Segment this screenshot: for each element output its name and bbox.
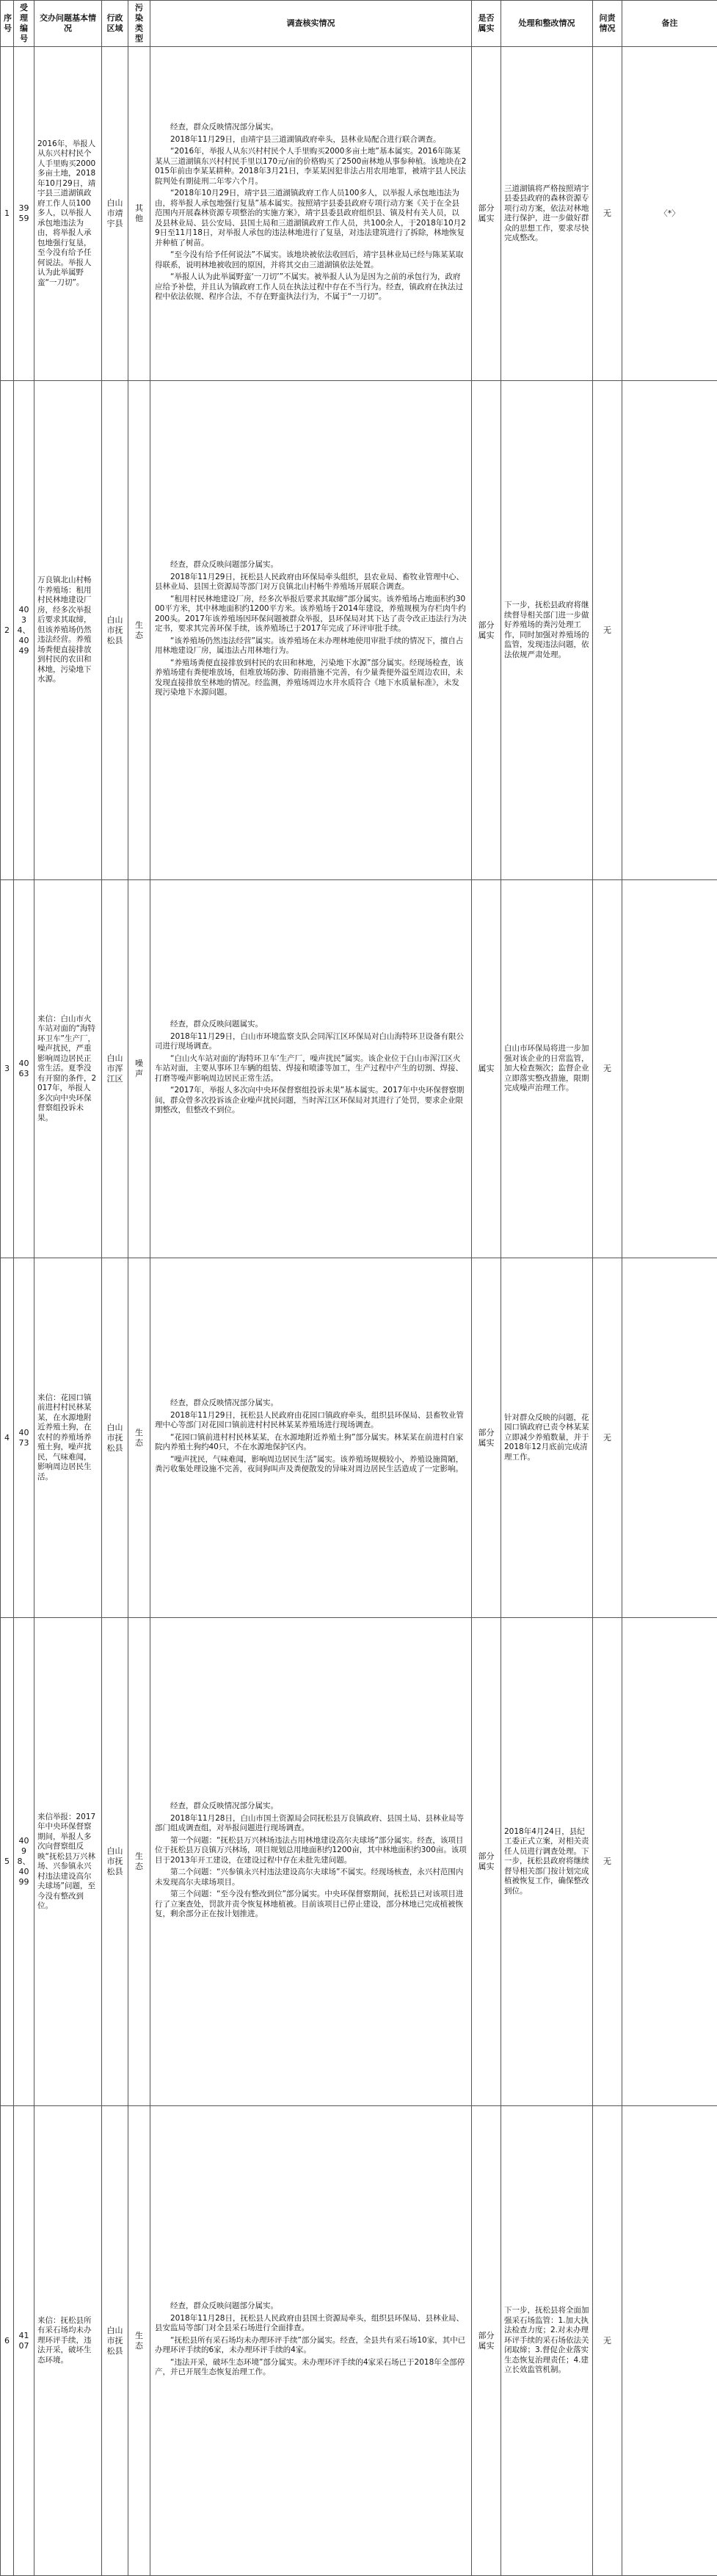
- row-survey: [150, 381, 472, 880]
- header-id: 受理编号: [14, 1, 34, 47]
- row-accountability: 无: [593, 880, 622, 1258]
- row-handling: 下一步，抚松县将全面加强采石场监管：1.加大执法检查力度；2.对未办理环评手续的采石场依法关闭取缔；3.督促企业落实生态恢复治理责任；4.建立长效监管机制。: [501, 2106, 593, 2576]
- row-issue: 来信举报：2017年中央环保督察期间，举报人多次向督察组反映“抚松县万兴林场、兴参镇永兴村违法建设高尔夫球场”问题，至今没有整改到位。: [34, 1618, 102, 2106]
- survey-paragraph: 第二个问题：“兴参镇永兴村违法建设高尔夫球场”不属实。经现场核查，永兴村范围内未发现高尔夫球场项目。: [155, 1868, 467, 1887]
- row-survey: [150, 2106, 472, 2576]
- survey-paragraph: “2018年10月29日，靖宇县三道湖镇政府工作人员100多人，以举报人承包地违法为由，将举报人承包地强行复垦”基本属实。按照靖宇县委县政府专项行动方案《关于在全县范围内开展森林资源专项整治的实施方案》，靖宇县委县政府组织县、镇及村有关人员，以及县林业局、县公安局、县国土局和三道湖镇政府工作人员，共100余人，于2018年10月29日至11月18日，对举报人承包的违法林地进行了复垦，对违法建筑进行了拆除，林地恢复并种植了树苗。: [155, 189, 467, 248]
- row-no: 6: [1, 2106, 14, 2576]
- row-issue: 来信：抚松县所有采石场均未办理环评手续，违法开采，破坏生态环境。: [34, 2106, 102, 2576]
- table-row: [1, 880, 717, 1258]
- header-region: 行政区域: [102, 1, 128, 47]
- row-verified: 部分属实: [472, 1258, 501, 1618]
- row-type: 生态: [128, 2106, 150, 2576]
- row-region: 白山市抚松县: [102, 381, 128, 880]
- row-handling: 三道湖镇将严格按照靖宇县委县政府的森林资源专项行动方案，依法对林地进行保护，进一步做好群众的思想工作，要求尽快完成整改。: [501, 47, 593, 381]
- row-issue: 来信：白山市火车站对面的“海特环卫车”生产厂，噪声扰民，严重影响周边居民正常生活。夏季没有开窗的条件，2017年，举报人多次向中央环保督察组投诉未果。: [34, 880, 102, 1258]
- survey-paragraph: 经查，群众反映问题属实。: [155, 1020, 467, 1030]
- row-region: 白山市抚松县: [102, 1258, 128, 1618]
- row-no: 3: [1, 880, 14, 1258]
- header-no: 序号: [1, 1, 14, 47]
- row-id: 4073: [14, 1258, 34, 1618]
- survey-paragraph: 经查，群众反映问题部分属实。: [155, 560, 467, 570]
- survey-paragraph: 经查，群众反映情况部分属实。: [155, 1802, 467, 1812]
- row-verified: 属实: [472, 880, 501, 1258]
- header-handling: 处理和整改情况: [501, 1, 593, 47]
- row-survey: [150, 1618, 472, 2106]
- survey-paragraph: “该养殖场仍然违法经营”属实。该养殖场在未办理林地使用审批手续的情况下，擅自占用林地建设厂房，属违法占用林地行为。: [155, 636, 467, 656]
- survey-paragraph: “噪声扰民，气味难闻，影响周边居民生活”属实。该养殖场规模较小，养殖设施简陋，粪污收集处理设施不完善，夜间狗叫声及粪便散发的异味对周边居民生活造成了一定影响。: [155, 1455, 467, 1475]
- row-accountability: 无: [593, 381, 622, 880]
- survey-paragraph: 2018年11月28日，白山市国土资源局会同抚松县万良镇政府、县国土局、县林业局等部门组成调查组，对举报问题进行现场调查。: [155, 1814, 467, 1834]
- row-region: 白山市抚松县: [102, 1618, 128, 2106]
- table-row: [1, 47, 717, 381]
- survey-paragraph: “违法开采，破坏生态环境”部分属实。未办理环评手续的4家采石场已于2018年全部停产，并已开展生态恢复治理工作。: [155, 2358, 467, 2378]
- row-no: 4: [1, 1258, 14, 1618]
- row-survey: [150, 1258, 472, 1618]
- row-region: 白山市靖宇县: [102, 47, 128, 381]
- row-survey: [150, 47, 472, 381]
- row-accountability: 无: [593, 1258, 622, 1618]
- row-handling: 2018年4月24日，县纪工委正式立案，对相关责任人员进行调查处理。下一步，抚松县政府将继续督导相关部门按计划完成植被恢复工作，确保整改到位。: [501, 1618, 593, 2106]
- survey-paragraph: 经查，群众反映情况部分属实。: [155, 123, 467, 133]
- table-row: [1, 1618, 717, 2106]
- row-verified: 部分属实: [472, 47, 501, 381]
- row-verified: 部分属实: [472, 2106, 501, 2576]
- row-type: 生态: [128, 1258, 150, 1618]
- row-remark: 〈*〉: [622, 47, 717, 381]
- row-id: 3959: [14, 47, 34, 381]
- header-row: [1, 1, 717, 47]
- survey-paragraph: “白山火车站对面的‘海特环卫车’生产厂，噪声扰民”属实。该企业位于白山市浑江区火车站对面，主要从事环卫车辆的组装、焊接和喷漆等加工，生产过程中产生的切割、焊接、打磨等噪声影响周边居民正常生活。: [155, 1054, 467, 1084]
- survey-paragraph: 经查，群众反映问题部分属实。: [155, 2301, 467, 2312]
- row-accountability: 无: [593, 2106, 622, 2576]
- survey-paragraph: 2018年11月29日，抚松县人民政府由环保局牵头组织，县农业局、畜牧业管理中心、县林业局、县国土资源局等部门对万良镇北山村畅牛养殖场开展联合调查。: [155, 573, 467, 592]
- header-accountability: 问责情况: [593, 1, 622, 47]
- row-region: 白山市浑江区: [102, 880, 128, 1258]
- row-issue: 来信：花园口镇前进村村民林某某，在水源地附近养殖土狗，在农村的养殖场养殖土狗，噪声扰民，气味难闻，影响周边居民生活。: [34, 1258, 102, 1618]
- table-row: [1, 1258, 717, 1618]
- row-issue: 万良镇北山村畅牛养殖场：租用村民林地建设厂房，经多次举报后要求其取缔，但该养殖场仍然违法经营。养殖场粪便直接排放到村民的农田和林地，污染地下水源。: [34, 381, 102, 880]
- row-remark: [622, 381, 717, 880]
- row-accountability: 无: [593, 1618, 622, 2106]
- row-remark: [622, 1258, 717, 1618]
- row-handling: 下一步，抚松县政府将继续督导相关部门进一步做好养殖场的粪污处理工作，同时加强对养殖场的监管，发现违法问题，依法依规严肃处理。: [501, 381, 593, 880]
- row-accountability: 无: [593, 47, 622, 381]
- survey-paragraph: 经查，群众反映情况部分属实。: [155, 1398, 467, 1409]
- row-no: 2: [1, 381, 14, 880]
- header-survey: 调查核实情况: [150, 1, 472, 47]
- survey-paragraph: 2018年11月29日，抚松县人民政府由花园口镇政府牵头，组织县环保局、县畜牧业管理中心等部门对花园口镇前进村村民林某某养殖场进行现场调查。: [155, 1411, 467, 1431]
- survey-paragraph: “举报人认为此举属野蛮‘一刀切’”不属实。被举报人认为是因为之前的承包行为，政府应给予补偿，并且认为镇政府工作人员在执法过程中存在不当行为。经查，镇政府在执法过程中依法依规、程序合法，不存在野蛮执法行为，不属于“一刀切”。: [155, 272, 467, 302]
- survey-paragraph: 2018年11月29日，由靖宇县三道湖镇政府牵头，县林业局配合进行联合调查。: [155, 135, 467, 145]
- survey-paragraph: 第三个问题：“至今没有整改到位”部分属实。中央环保督察期间，抚松县已对该项目进行了立案查处，罚款并责令恢复林地植被。目前该项目已停止建设，部分林地已完成植被恢复，剩余部分正在按计划推进。: [155, 1890, 467, 1920]
- row-remark: [622, 880, 717, 1258]
- survey-paragraph: “至今没有给予任何说法”不属实。该地块被依法收回后，靖宇县林业局已经与陈某某取得联系，说明林地被收回的原因，并将其交由三道湖镇依法处置。: [155, 250, 467, 270]
- row-no: 1: [1, 47, 14, 381]
- row-handling: 针对群众反映的问题，花园口镇政府已责令林某某立即减少养殖数量，并于2018年12月底前完成清理工作。: [501, 1258, 593, 1618]
- survey-paragraph: “2017年，举报人多次向中央环保督察组投诉未果”基本属实。2017年中央环保督察期间，群众曾多次投诉该企业噪声扰民问题，当时浑江区环保局对其进行了处罚，要求企业限期整改，但整改不到位。: [155, 1086, 467, 1116]
- survey-paragraph: “花园口镇前进村村民林某某，在水源地附近养殖土狗”部分属实。林某某在前进村自家院内养殖土狗约40只，不在水源地保护区内。: [155, 1433, 467, 1453]
- header-verified: 是否属实: [472, 1, 501, 47]
- survey-paragraph: 2018年11月29日，白山市环境监察支队会同浑江区环保局对白山海特环卫设备有限公司进行现场调查。: [155, 1032, 467, 1052]
- header-type: 污染类型: [128, 1, 150, 47]
- row-id: 4034、4049: [14, 381, 34, 880]
- header-remark: 备注: [622, 1, 717, 47]
- row-type: 生态: [128, 381, 150, 880]
- survey-paragraph: “养殖场粪便直接排放到村民的农田和林地，污染地下水源”部分属实。经现场检查，该养殖场建有粪便堆放场，但堆放场防渗、防雨措施不完善，有少量粪便外溢至周边农田，未发现直接排放至林地的情况。经监测，养殖场周边水井水质符合《地下水质量标准》，未发现污染地下水源问题。: [155, 658, 467, 698]
- table-row: [1, 381, 717, 880]
- survey-paragraph: “抚松县所有采石场均未办理环评手续”部分属实。经查，全县共有采石场10家，其中已办理环评手续的6家，未办理环评手续的4家。: [155, 2336, 467, 2356]
- row-no: 5: [1, 1618, 14, 2106]
- row-survey: [150, 880, 472, 1258]
- row-handling: 白山市环保局将进一步加强对该企业的日常监管，加大检查频次；监督企业立即落实整改措施，限期完成噪声治理工作。: [501, 880, 593, 1258]
- survey-paragraph: “租用村民林地建设厂房，经多次举报后要求其取缔”部分属实。该养殖场占地面积约3000平方米，其中林地面积约1200平方米。该养殖场于2014年建设，养殖规模为存栏肉牛约200头。2017年该养殖场因环保问题被群众举报，县环保局对其下达了责令改正违法行为决定书，要求其完善环保手续，该养殖场已于2017年完成了环评审批手续。: [155, 595, 467, 634]
- table-row: [1, 2106, 717, 2576]
- row-id: 4098、4099: [14, 1618, 34, 2106]
- survey-paragraph: 2018年11月28日，抚松县人民政府由县国土资源局牵头，组织县环保局、县林业局、县安监局等部门对全县采石场进行全面排查。: [155, 2314, 467, 2334]
- row-remark: [622, 2106, 717, 2576]
- row-verified: 部分属实: [472, 381, 501, 880]
- row-region: 白山市抚松县: [102, 2106, 128, 2576]
- row-id: 4107: [14, 2106, 34, 2576]
- row-id: 4063: [14, 880, 34, 1258]
- survey-paragraph: “2016年，举报人从东兴村村民个人手里购买2000多亩土地”基本属实。2016年陈某某从三道湖镇东兴村村民手里以170元/亩的价格购买了2500亩林地从事参种植。该地块在2015年前由李某某耕种。2018年3月21日，李某某因犯非法占用农用地罪，被靖宇县人民法院判处有期徒刑二年零六个月。: [155, 147, 467, 186]
- row-remark: [622, 1618, 717, 2106]
- header-issue: 交办问题基本情况: [34, 1, 102, 47]
- row-type: 其他: [128, 47, 150, 381]
- row-issue: 2016年，举报人从东兴村村民个人手里购买2000多亩土地，2018年10月29日，靖宇县三道湖镇政府工作人员100多人，以举报人承包地违法为由，将举报人承包地强行复垦，至今没有给予任何说法。举报人认为此举属野蛮“一刀切”。: [34, 47, 102, 381]
- row-verified: 部分属实: [472, 1618, 501, 2106]
- row-type: 噪声: [128, 880, 150, 1258]
- survey-paragraph: 第一个问题：“抚松县万兴林场违法占用林地建设高尔夫球场”部分属实。经查，该项目位于抚松县万良镇万兴林场，项目规划总用地面积约1200亩，其中林地面积约300亩。该项目于2013年开工建设，在建设过程中存在未批先建问题。: [155, 1836, 467, 1866]
- row-type: 生态: [128, 1618, 150, 2106]
